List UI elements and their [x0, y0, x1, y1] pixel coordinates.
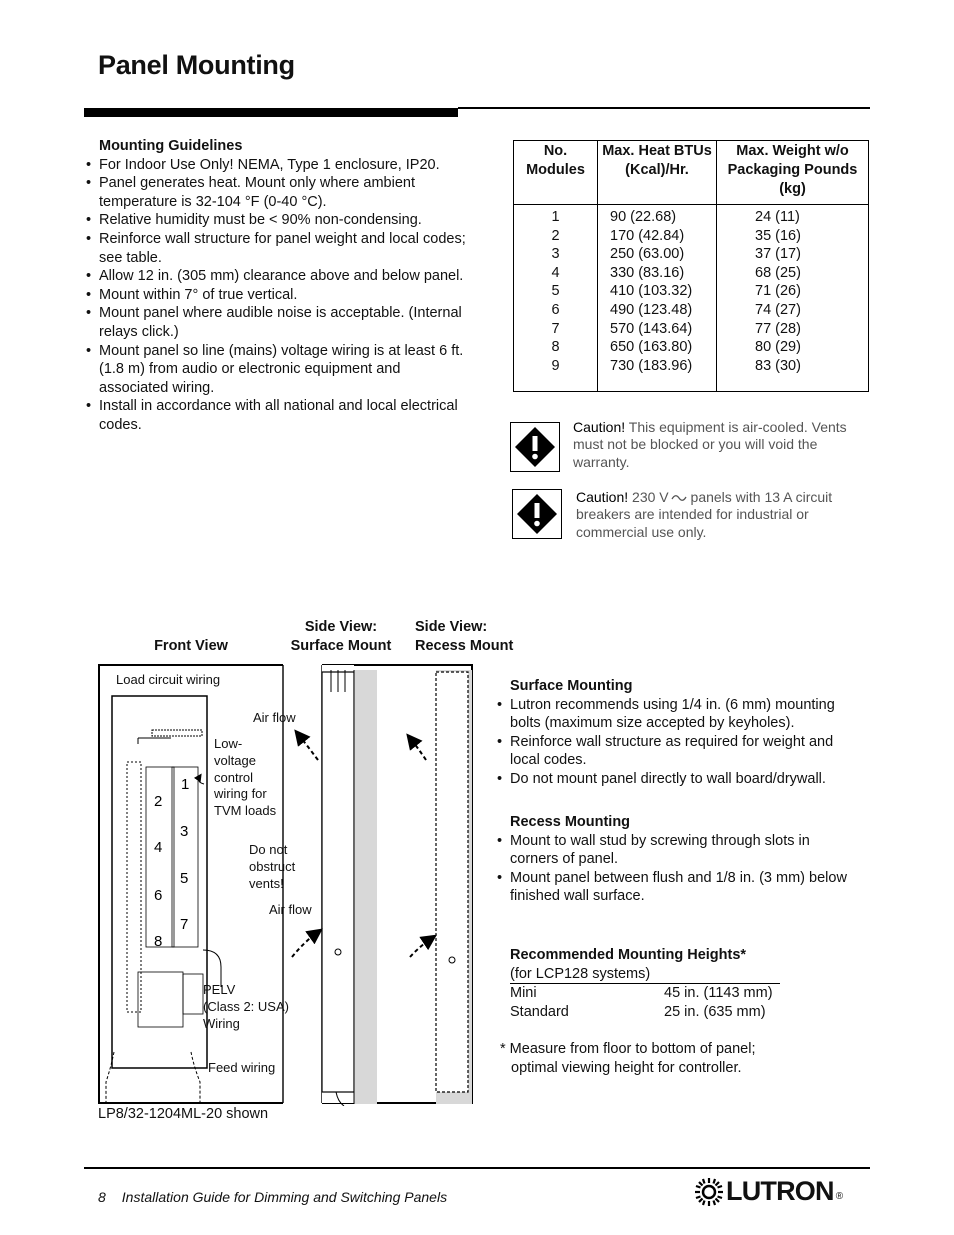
recess-mounting-list [497, 832, 857, 906]
footer-rule [84, 1167, 870, 1169]
label-line: TVM loads [214, 803, 277, 819]
lutron-logo [694, 1176, 843, 1207]
list-item: • Mount panel between flush and 1/8 in. (3 mm) below finished wall surface. [497, 869, 857, 906]
list-item: • Mount panel where audible noise is acceptable. (Internal relays click.) [86, 304, 466, 341]
header-heat: Max. Heat BTUs (Kcal)/Hr. [598, 141, 717, 205]
recess-mounting-title: Recess Mounting [510, 814, 631, 830]
table-cell-modules: 8 [551, 339, 560, 356]
heights-row [510, 984, 790, 1003]
table-cell-heat: 570 (143.64) [610, 320, 693, 337]
recess-panel [436, 672, 468, 1092]
table-cell-weight: 77 (28) [755, 320, 801, 337]
list-item: • Reinforce wall structure as required for weight and local codes. [497, 733, 857, 770]
table-cell-weight: 35 (16) [755, 227, 801, 244]
table-cell-modules: 6 [551, 301, 560, 318]
mounting-heights [510, 946, 790, 1021]
label-line: control [214, 769, 254, 785]
module-number: 5 [180, 870, 189, 887]
label-line: voltage [214, 752, 256, 768]
surface-mount-wall [354, 670, 377, 1104]
label-low-voltage [214, 736, 276, 820]
label-line: Do not [249, 842, 288, 857]
label-load-circuit: Load circuit wiring [116, 672, 221, 687]
height-value: 25 in. (635 mm) [664, 1003, 766, 1020]
label-do-not-obstruct [249, 842, 295, 892]
module-spec-table [513, 140, 869, 392]
guidelines-title: Mounting Guidelines [99, 138, 243, 154]
surface-panel [322, 672, 354, 1092]
caution-label: Caution! [573, 419, 626, 435]
list-item: • Lutron recommends using 1/4 in. (6 mm) mounting bolts (maximum size accepted by keyholes). [497, 696, 857, 733]
table-cell-weight: 80 (29) [755, 339, 801, 356]
module-number: 3 [180, 823, 189, 840]
recess-mounting-section [497, 813, 857, 906]
surface-mounting-list [497, 696, 857, 789]
warning-icon [512, 489, 562, 539]
ac-symbol-icon [671, 493, 687, 503]
list-item: • Mount to wall stud by screwing through slots in corners of panel. [497, 832, 857, 869]
list-item: • Reinforce wall structure for panel weight and local codes; see table. [86, 230, 466, 267]
table-cell-modules: 3 [551, 246, 560, 263]
module-number: 2 [154, 793, 163, 810]
table-cell-heat: 170 (42.84) [610, 227, 685, 244]
list-item: • Do not mount panel directly to wall board/drywall. [497, 770, 857, 789]
table-cell-weight: 83 (30) [755, 357, 801, 374]
module-number: 6 [154, 887, 163, 904]
table-cell-modules: 7 [551, 320, 560, 337]
warning-icon [510, 422, 560, 472]
side-surface-line1: Side View: [304, 619, 378, 635]
label-line: obstruct [249, 858, 296, 874]
front-panel-enclosure [112, 696, 207, 1068]
modules-column [514, 205, 598, 392]
list-item: • Mount within 7° of true vertical. [86, 286, 466, 305]
label-air-flow-top: Air flow [253, 710, 296, 725]
module-number: 8 [154, 933, 163, 950]
heights-footnote [500, 1040, 756, 1077]
list-item: • Install in accordance with all national and local electrical codes. [86, 397, 466, 434]
caution-text: This equipment is air-cooled. Vents must not be blocked or you will void the warranty. [573, 419, 847, 470]
caution-voltage: 230 V [628, 489, 669, 505]
module-number: 4 [154, 839, 163, 856]
heights-row [510, 1003, 790, 1022]
heat-column [598, 205, 717, 392]
module-number: 1 [181, 776, 190, 793]
label-line: Low- [214, 736, 243, 751]
lutron-sun-icon [694, 1177, 724, 1207]
label-pelv [203, 982, 289, 1032]
heights-title: Recommended Mounting Heights* [510, 947, 747, 963]
table-cell-weight: 71 (26) [755, 283, 801, 300]
module-number: 7 [180, 916, 189, 933]
frame-gap-top [283, 662, 322, 667]
diagram-caption: LP8/32-1204ML-20 shown [98, 1106, 269, 1122]
height-value: 45 in. (1143 mm) [664, 985, 773, 1002]
label-air-flow-bottom: Air flow [269, 902, 312, 917]
surface-mounting-title: Surface Mounting [510, 678, 633, 694]
list-item: • Mount panel so line (mains) voltage wiring is at least 6 ft. (1.8 m) from audio or electronic equipment and associated wiring. [86, 342, 466, 398]
table-cell-modules: 5 [551, 283, 560, 300]
header-weight: Max. Weight w/o Packaging Pounds (kg) [717, 141, 869, 205]
guidelines-list [86, 156, 466, 435]
label-line: (Class 2: USA) [203, 998, 289, 1014]
heights-subtitle: (for LCP128 systems) [510, 965, 780, 985]
table-cell-heat: 410 (103.32) [610, 283, 693, 300]
list-item: • For Indoor Use Only! NEMA, Type 1 enclosure, IP20. [86, 156, 466, 175]
front-view-label: Front View [154, 638, 228, 654]
lutron-wordmark: LUTRON [726, 1176, 834, 1206]
table-cell-heat: 730 (183.96) [610, 357, 693, 374]
list-item: • Allow 12 in. (305 mm) clearance above and below panel. [86, 267, 466, 286]
footer-title: Installation Guide for Dimming and Switching Panels [121, 1189, 448, 1205]
label-line: Wiring [203, 1015, 240, 1031]
footnote-line: * Measure from floor to bottom of panel; [500, 1041, 756, 1057]
table-cell-modules: 2 [551, 227, 560, 244]
label-line: PELV [203, 982, 236, 997]
caution-label: Caution! [576, 489, 629, 505]
table-cell-weight: 74 (27) [755, 301, 801, 318]
table-cell-weight: 37 (17) [755, 246, 801, 263]
header-rule-thick [84, 108, 458, 117]
page-number: 8 [98, 1189, 106, 1205]
footnote-line: optimal viewing height for controller. [511, 1059, 742, 1076]
table-cell-modules: 4 [551, 264, 560, 281]
table-cell-heat: 330 (83.16) [610, 264, 685, 281]
label-feed-wiring: Feed wiring [208, 1060, 276, 1075]
weight-column [717, 205, 869, 392]
surface-mounting-section [497, 677, 857, 789]
label-line: vents! [249, 875, 284, 891]
page-title: Panel Mounting [98, 50, 295, 80]
table-cell-heat: 90 (22.68) [610, 209, 677, 225]
height-label: Standard [510, 1003, 569, 1020]
caution-text: panels with 13 A circuit breakers are intended for industrial or commercial use only. [576, 489, 833, 540]
label-line: wiring for [214, 786, 267, 802]
side-recess-label [415, 618, 529, 656]
table-cell-heat: 490 (123.48) [610, 301, 693, 318]
table-cell-heat: 250 (63.00) [610, 246, 685, 263]
table-cell-weight: 68 (25) [755, 264, 801, 281]
side-surface-line2: Surface Mount [290, 638, 392, 654]
table-cell-modules: 1 [551, 209, 560, 225]
header-modules: No. Modules [514, 141, 598, 205]
list-item: • Panel generates heat. Mount only where ambient temperature is 32-104 °F (0-40 °C). [86, 174, 466, 211]
side-recess-line2: Recess Mount [415, 638, 514, 654]
table-cell-modules: 9 [551, 357, 560, 374]
list-item: • Relative humidity must be < 90% non-condensing. [86, 211, 466, 230]
caution-breakers [576, 489, 864, 541]
side-recess-line1: Side View: [415, 619, 488, 635]
header-rule-thin [458, 107, 870, 109]
registered-mark: ® [835, 1191, 844, 1202]
table-cell-heat: 650 (163.80) [610, 339, 693, 356]
caution-air-cooled [573, 419, 865, 471]
footer-text [98, 1189, 447, 1205]
side-surface-label [281, 618, 401, 656]
frame-gap-bottom [283, 1100, 322, 1106]
height-label: Mini [510, 985, 537, 1002]
mounting-guidelines [86, 137, 466, 435]
table-cell-weight: 24 (11) [755, 209, 800, 225]
